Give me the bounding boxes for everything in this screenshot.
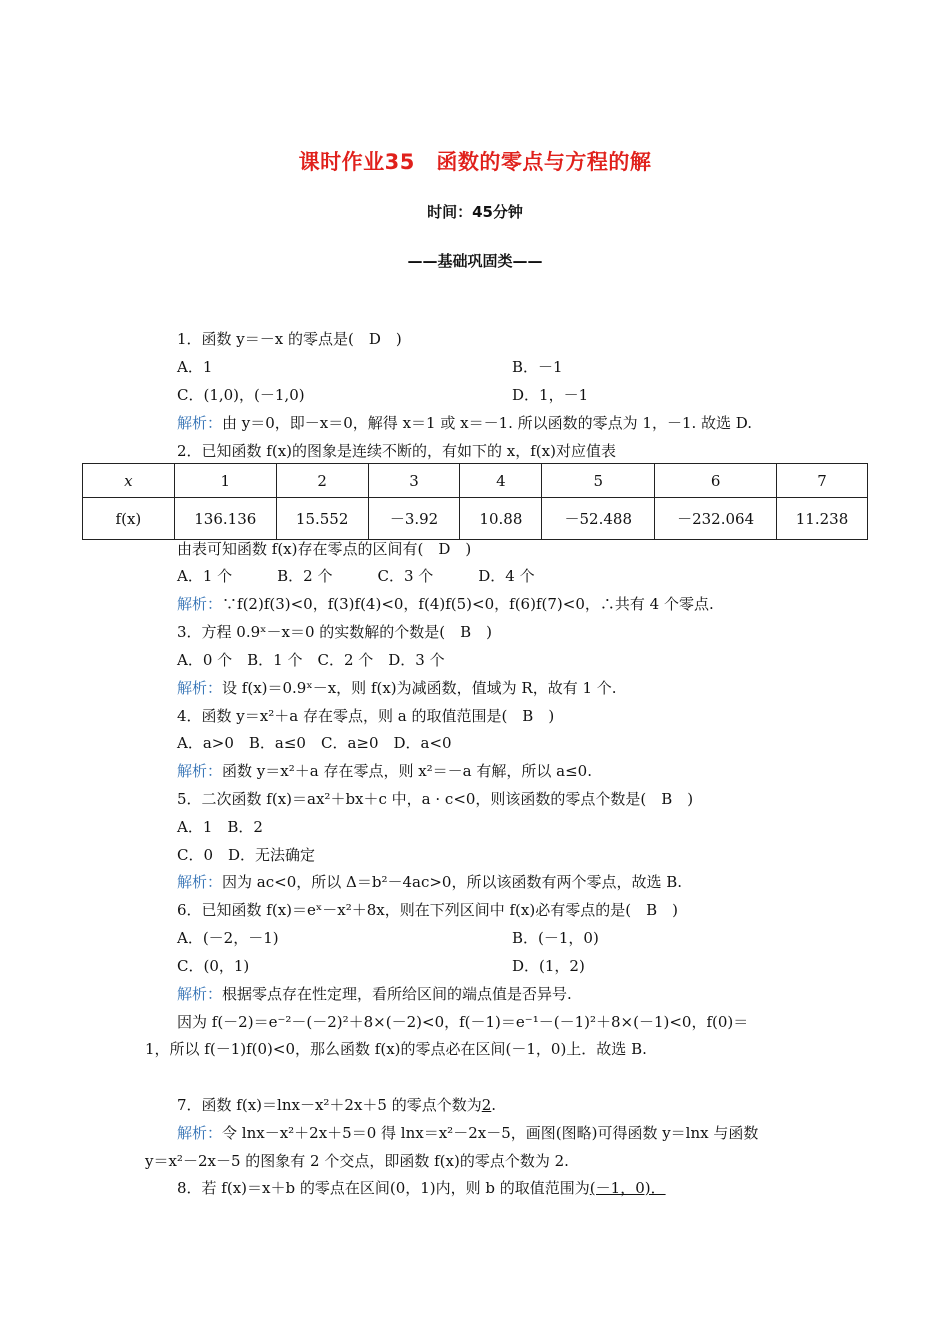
q7-answer: 2	[481, 1096, 492, 1114]
table-cell: 136.136	[174, 498, 276, 540]
q2-analysis	[177, 594, 714, 614]
table-row	[83, 498, 868, 540]
analysis-label: 解析：	[177, 1124, 223, 1142]
table-cell: 11.238	[777, 498, 868, 540]
q7-analysis-cont: y＝x²－2x－5 的图象有 2 个交点，即函数 f(x)的零点个数为 2.	[145, 1152, 569, 1170]
q5-options-2: C．0 D．无法确定	[177, 846, 316, 864]
question-2: 2．已知函数 f(x)的图象是连续不断的，有如下的 x，f(x)对应值表	[177, 442, 616, 460]
question-4: 4．函数 y＝x²＋a 存在零点，则 a 的取值范围是( B )	[177, 707, 555, 725]
analysis-text: 由 y＝0，即－x＝0，解得 x＝1 或 x＝－1. 所以函数的零点为 1，－1. 故选 D.	[222, 414, 753, 432]
analysis-label: 解析：	[177, 985, 223, 1003]
table-cell: 3	[368, 464, 460, 498]
question-3: 3．方程 0.9ˣ－x＝0 的实数解的个数是( B )	[177, 623, 493, 641]
q5-analysis	[177, 872, 682, 892]
analysis-text: 令 lnx－x²＋2x＋5＝0 得 lnx＝x²－2x－5，画图(图略)可得函数 y＝lnx 与函数	[222, 1124, 759, 1142]
q6-option-d: D．(1，2)	[512, 957, 585, 975]
time-limit: 时间：45分钟	[427, 203, 523, 221]
question-7	[177, 1095, 496, 1115]
q1-option-d: D．1，－1	[512, 386, 589, 404]
table-cell: 1	[174, 464, 276, 498]
q1-option-b: B．－1	[512, 358, 563, 376]
section-heading: ——基础巩固类——	[407, 252, 543, 270]
q6-analysis-cont-1: 因为 f(－2)＝e⁻²－(－2)²＋8×(－2)<0，f(－1)＝e⁻¹－(－1)²＋8×(－1)<0，f(0)＝	[177, 1013, 749, 1031]
table-cell: 6	[655, 464, 777, 498]
q7-stem: 7．函数 f(x)＝lnx－x²＋2x＋5 的零点个数为	[177, 1096, 482, 1114]
q2-stem: 由表可知函数 f(x)存在零点的区间有( D )	[177, 540, 472, 558]
table-cell: 2	[276, 464, 368, 498]
analysis-label: 解析：	[177, 414, 223, 432]
q6-option-c: C．(0，1)	[177, 957, 250, 975]
q7-analysis	[177, 1123, 758, 1143]
q6-option-b: B．(－1，0)	[512, 929, 599, 947]
q8-answer: (－1，0)．	[589, 1179, 666, 1197]
analysis-text: ∵f(2)f(3)<0，f(3)f(4)<0，f(4)f(5)<0，f(6)f(7)<0，∴共有 4 个零点.	[222, 595, 714, 613]
q4-options: A．a>0 B．a≤0 C．a≥0 D．a<0	[177, 734, 452, 752]
question-1: 1．函数 y＝－x 的零点是( D )	[177, 330, 402, 348]
table-cell: 10.88	[460, 498, 542, 540]
page-title: 课时作业35 函数的零点与方程的解	[298, 150, 652, 174]
table-cell: －52.488	[542, 498, 655, 540]
q8-stem: 8．若 f(x)＝x＋b 的零点在区间(0，1)内，则 b 的取值范围为	[177, 1179, 590, 1197]
analysis-text: 因为 ac<0，所以 Δ＝b²－4ac>0，所以该函数有两个零点，故选 B.	[222, 873, 683, 891]
analysis-text: 函数 y＝x²＋a 存在零点，则 x²＝－a 有解，所以 a≤0.	[222, 762, 592, 780]
q3-options: A．0 个 B．1 个 C．2 个 D．3 个	[177, 651, 445, 669]
question-8	[177, 1178, 666, 1198]
table-cell: x	[83, 464, 175, 498]
analysis-label: 解析：	[177, 679, 223, 697]
q3-analysis	[177, 678, 617, 698]
q1-option-c: C．(1,0)，(－1,0)	[177, 386, 305, 404]
q6-option-a: A．(－2，－1)	[177, 929, 279, 947]
q6-analysis	[177, 984, 572, 1004]
analysis-label: 解析：	[177, 873, 223, 891]
table-cell: 15.552	[276, 498, 368, 540]
value-table	[82, 463, 868, 540]
q1-analysis	[177, 413, 752, 433]
table-cell: 7	[777, 464, 868, 498]
q6-analysis-cont-2: 1，所以 f(－1)f(0)<0，那么函数 f(x)的零点必在区间(－1，0)上．故选 B.	[145, 1040, 647, 1058]
table-cell: －232.064	[655, 498, 777, 540]
question-6: 6．已知函数 f(x)＝eˣ－x²＋8x，则在下列区间中 f(x)必有零点的是( B )	[177, 901, 678, 919]
analysis-label: 解析：	[177, 595, 223, 613]
question-5: 5．二次函数 f(x)＝ax²＋bx＋c 中，a · c<0，则该函数的零点个数是( B )	[177, 790, 694, 808]
analysis-text: 根据零点存在性定理，看所给区间的端点值是否异号.	[222, 985, 572, 1003]
q7-period: .	[491, 1096, 497, 1114]
table-cell: f(x)	[83, 498, 175, 540]
table-cell: －3.92	[368, 498, 460, 540]
q5-options-1: A．1 B．2	[177, 818, 263, 836]
table-cell: 4	[460, 464, 542, 498]
q1-option-a: A．1	[177, 358, 213, 376]
table-cell: 5	[542, 464, 655, 498]
table-header-row	[83, 464, 868, 498]
analysis-label: 解析：	[177, 762, 223, 780]
q4-analysis	[177, 761, 592, 781]
q2-options: A．1 个 B．2 个 C．3 个 D．4 个	[177, 567, 535, 585]
analysis-text: 设 f(x)＝0.9ˣ－x，则 f(x)为减函数，值域为 R，故有 1 个.	[222, 679, 617, 697]
